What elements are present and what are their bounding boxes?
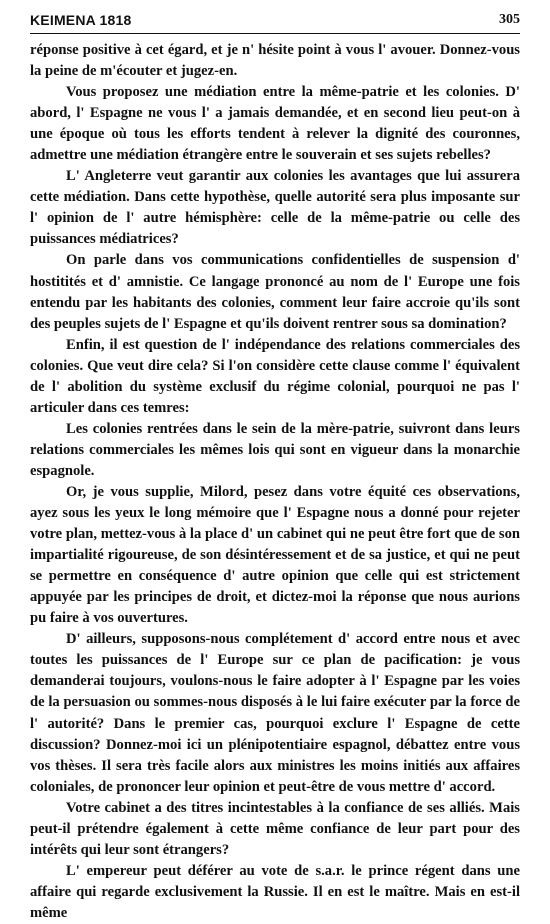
- paragraph: Vous proposez une médiation entre la même-patrie et les colonies. D' abord, l' Espagne ne vous l' a jamais demandée, et en second lieu peut-on à une époque où tous les efforts tendent à relever la dignité des couronnes, admettre une médiation étrangère entre le souverain et ses sujets rebelles?: [30, 84, 520, 164]
- paragraph: Votre cabinet a des titres incintestables à la confiance de ses alliés. Mais peut-il prétendre également à cette même confiance de leur part pour des intérêts qui leur sont étrangers?: [30, 799, 520, 858]
- paragraph: Enfin, il est question de l' indépendance des relations commerciales des colonies. Que veut dire cela? Si l'on considère cette clause comme l' équivalent de l' abolition du système exclusif du régime colonial, pourquoi ne pas l' articuler dans ces temres:: [30, 336, 520, 416]
- paragraph: D' ailleurs, supposons-nous complétement d' accord entre nous et avec toutes les puissances de l' Europe sur ce plan de pacification: je vous demanderai toujours, voulons-nous le faire adopter à l' Espagne par les voies de la persuasion ou sommes-nous disposés à le lui faire exécuter par la force de l' autorité? Dans le premier cas, pourquoi exclure l' Espagne de cette discussion? Donnez-moi ici un plénipotentiaire espagnol, débattez entre vous vos thèses. Il sera très facile alors aux ministres les moins initiés aux affaires coloniales, de prononcer leur opinion et peut-être de vous mettre d' accord.: [30, 631, 520, 795]
- running-title: KEIMENA 1818: [30, 12, 132, 28]
- paragraph: On parle dans vos communications confidentielles de suspension d' hostitités et d' amnistie. Ce langage prononcé au nom de l' Europe une fois entendu par les habitants des colonies, comment leur faire accroie qu'ils sont des peuples sujets de l' Espagne et qu'ils doivent rentrer sous sa domination?: [30, 252, 520, 332]
- running-header: [30, 12, 520, 32]
- paragraph: L' Angleterre veut garantir aux colonies les avantages que lui assurera cette médiation. Dans cette hypothèse, quelle autorité sera plus imposante sur l' opinion de l' autre hémisphère: celle de la même-patrie ou celle des puissances médiatrices?: [30, 168, 520, 248]
- paragraph: Les colonies rentrées dans le sein de la mère-patrie, suivront dans leurs relations commerciales les mêmes lois qui sont en vigueur dans la monarchie espagnole.: [30, 420, 520, 479]
- paragraph: Or, je vous supplie, Milord, pesez dans votre équité ces observations, ayez sous les yeux le long mémoire que l' Espagne nous a donné pour rejeter votre plan, mettez-vous à la place d' un cabinet qui ne peut être fort que de son impartialité rigoureuse, de son désintéressement et de sa justice, et qui ne peut se permettre en conséquence d' autre opinion que celle qui est strictement appuyée par les principes de droit, et dictez-moi la réponse que nous aurions pu faire à vos ouvertures.: [30, 483, 520, 627]
- page-number: 305: [499, 12, 520, 27]
- header-rule: [30, 33, 520, 34]
- paragraph: L' empereur peut déférer au vote de s.a.r. le prince régent dans une affaire qui regarde exclusivement la Russie. Il en est le maître. Mais en est-il même: [30, 862, 520, 921]
- body-text: [30, 40, 520, 924]
- paragraph: réponse positive à cet égard, et je n' hésite point à vous l' avouer. Donnez-vous la peine de m'écouter et jugez-en.: [30, 42, 520, 80]
